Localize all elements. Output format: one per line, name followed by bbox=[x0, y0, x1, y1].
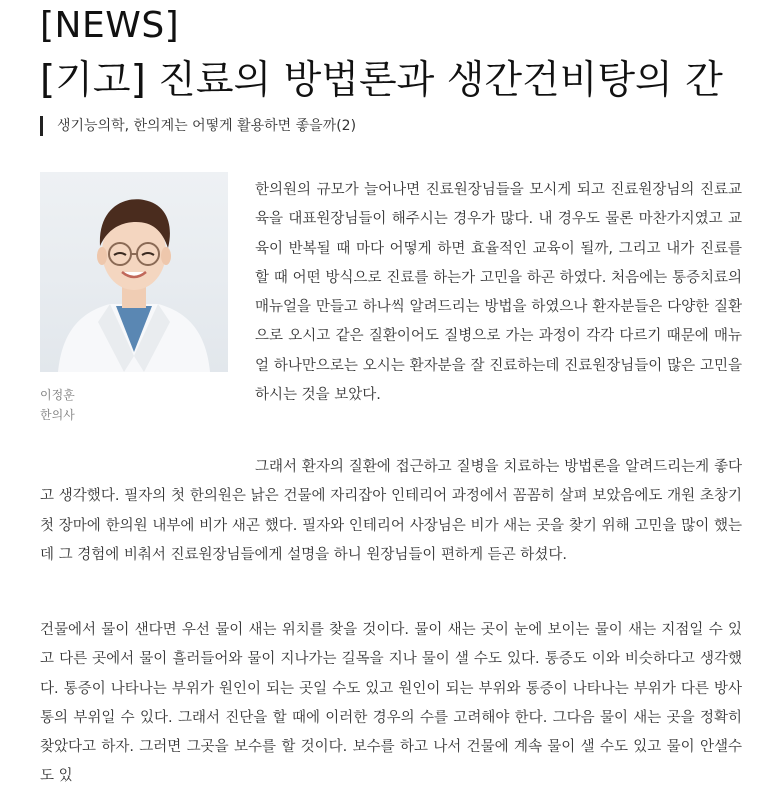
article-paragraph: 한의원의 규모가 늘어나면 진료원장님들을 모시게 되고 진료원장님의 진료교육을 대표원장님들이 해주시는 경우가 많다. 내 경우도 물론 마찬가지였고 교육이 반복될 때 마다 어떻게 하면 효율적인 교육이 될까, 그리고 내가 진료를 할 때 어떤 방식으로 진료를 하는가 고민을 하곤 하였다. 처음에는 통증치료의 매뉴얼을 만들고 하나씩 알려드리는 방법을 하였으나 환자분들은 다양한 질환으로 오시고 같은 질환이어도 질병으로 가는 과정이 각각 다르기 때문에 매뉴얼 하나만으로는 오시는 환자분을 잘 진료하는데 진료원장님들이 많은 고민을 하시는 것을 보았다. bbox=[255, 182, 742, 404]
author-role: 한의사 bbox=[40, 408, 75, 422]
author-photo bbox=[40, 172, 228, 372]
article-paragraph: 건물에서 물이 샌다면 우선 물이 새는 위치를 찾을 것이다. 물이 새는 곳이 눈에 보이는 물이 새는 지점일 수 있고 다른 곳에서 물이 흘러들어와 물이 지나가는 길목을 지나 물이 샐 수도 있다. 통증도 이와 비슷하다고 생각했다. 통증이 나타나는 부위가 원인이 되는 곳일 수도 있고 원인이 되는 부위와 통증이 나타나는 부위가 다른 방사통의 부위일 수 있다. 그래서 진단을 할 때에 이러한 경우의 수를 고려해야 한다. 그다음 물이 새는 곳을 정확히 찾았다고 하자. 그러면 그곳을 보수를 할 것이다. 보수를 하고 나서 건물에 계속 물이 샐 수도 있고 물이 안샐수도 있 bbox=[40, 622, 742, 785]
news-label: [NEWS] bbox=[40, 5, 180, 46]
author-name: 이정훈 bbox=[40, 388, 75, 402]
article-subtitle: 생기능의학, 한의계는 어떻게 활용하면 좋을까(2) bbox=[40, 116, 356, 136]
article-headline: [기고] 진료의 방법론과 생간건비탕의 간 bbox=[40, 58, 723, 103]
article-paragraph: 그래서 환자의 질환에 접근하고 질병을 치료하는 방법론을 알려드리는게 좋다고 생각했다. 필자의 첫 한의원은 낡은 건물에 자리잡아 인테리어 과정에서 꼼꼼히 살펴 보았음에도 개원 초창기 첫 장마에 한의원 내부에 비가 새곤 했다. 필자와 인테리어 사장님은 비가 새는 곳을 찾기 위해 고민을 많이 했는데 그 경험에 비춰서 진료원장님들에게 설명을 하니 원장님들이 편하게 듣곤 하셨다. bbox=[40, 459, 742, 563]
author-portrait-image bbox=[40, 172, 228, 372]
